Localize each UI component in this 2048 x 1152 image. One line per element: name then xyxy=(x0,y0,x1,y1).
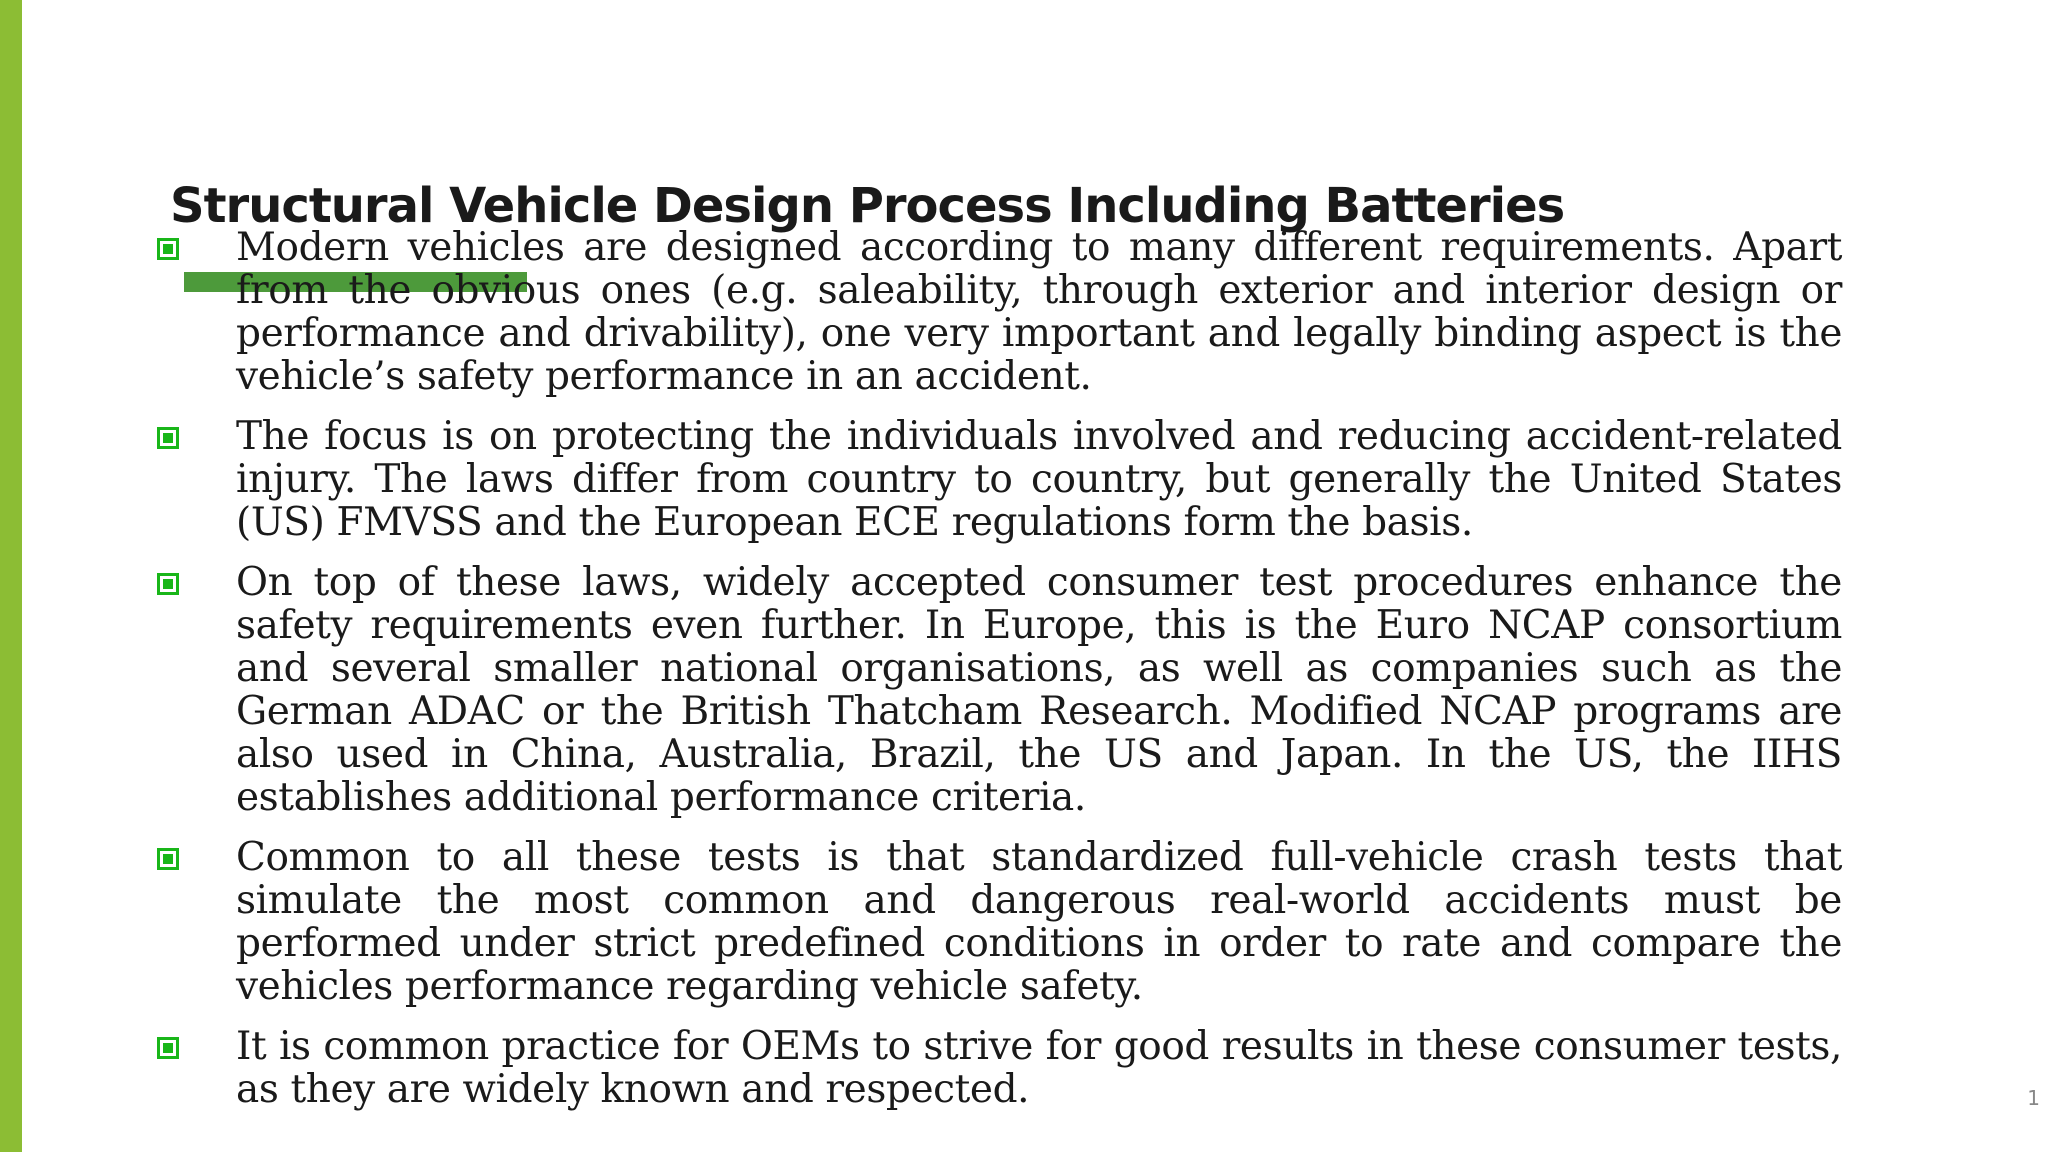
bullet-text: It is common practice for OEMs to strive for good results in these consumer tests, as they are widely known and respected. xyxy=(236,1024,1842,1112)
square-bullet-icon xyxy=(157,238,179,260)
bullet-item xyxy=(0,226,1842,398)
bullet-text: The focus is on protecting the individuals involved and reducing accident-related injury. The laws differ from country to country, but generally the United States (US) FMVSS and the European ECE regulations form the basis. xyxy=(236,414,1842,545)
square-bullet-icon xyxy=(157,573,179,595)
bullet-item xyxy=(0,415,1842,544)
bullet-text: Modern vehicles are designed according to many different requirements. Apart from the obvious ones (e.g. saleability, through exterior and interior design or performance and drivability), one very important and legally binding aspect is the vehicle’s safety performance in an accident. xyxy=(236,225,1842,399)
square-bullet-icon xyxy=(157,848,179,870)
bullet-text: On top of these laws, widely accepted consumer test procedures enhance the safety requirements even further. In Europe, this is the Euro NCAP consortium and several smaller national organisations, as well as companies such as the German ADAC or the British Thatcham Research. Modified NCAP programs are also used in China, Australia, Brazil, the US and Japan. In the US, the IIHS establishes additional performance criteria. xyxy=(236,560,1842,820)
page-number: 1 xyxy=(2027,1086,2040,1110)
square-bullet-icon xyxy=(157,1037,179,1059)
bullet-item xyxy=(0,1025,1842,1111)
slide-title: Structural Vehicle Design Process Including Batteries xyxy=(170,178,1565,234)
bullet-item xyxy=(0,561,1842,819)
bullet-item xyxy=(0,836,1842,1008)
bullet-list xyxy=(0,226,2048,1128)
bullet-text: Common to all these tests is that standardized full-vehicle crash tests that simulate the most common and dangerous real-world accidents must be performed under strict predefined conditions in order to rate and compare the vehicles performance regarding vehicle safety. xyxy=(236,835,1842,1009)
square-bullet-icon xyxy=(157,427,179,449)
